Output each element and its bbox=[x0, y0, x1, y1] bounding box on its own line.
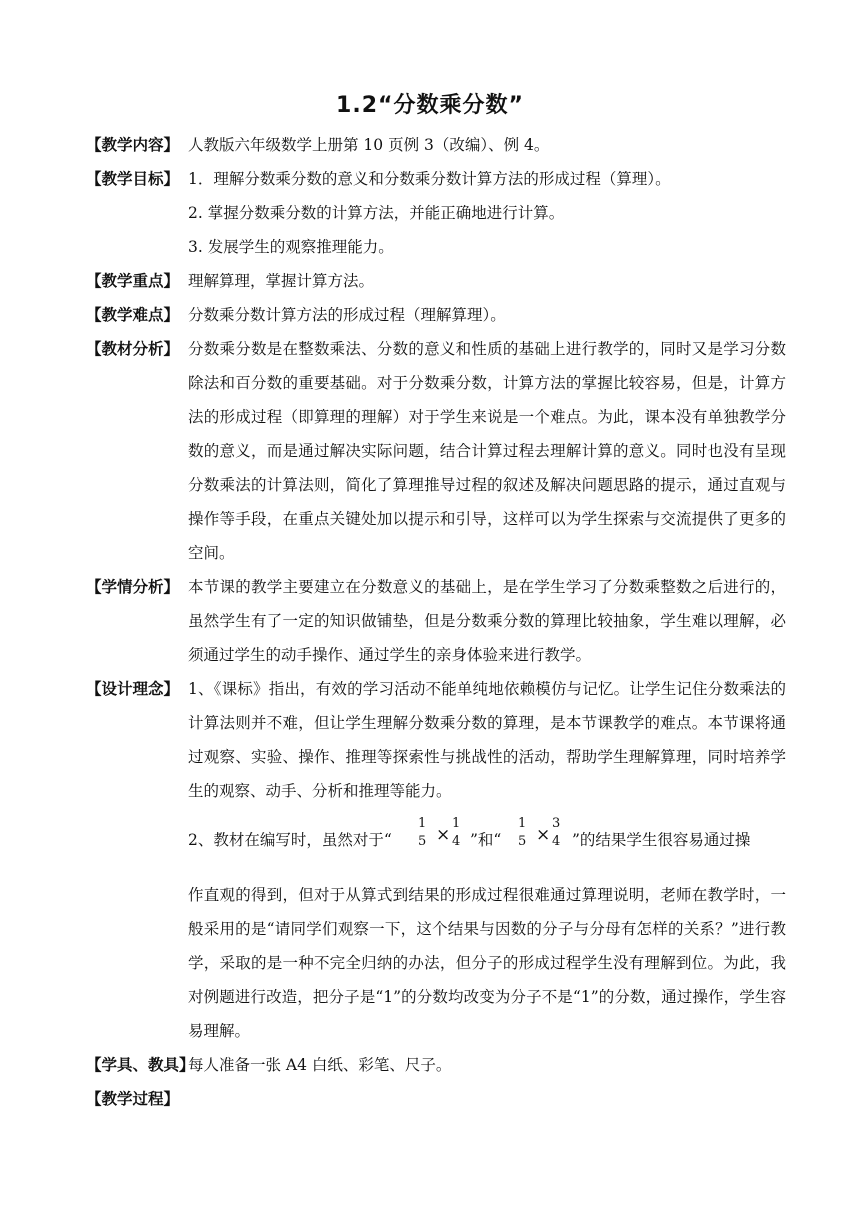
formula-text: ”和“ bbox=[470, 831, 502, 849]
section-label: 【教学重点】 bbox=[86, 272, 180, 290]
section-label: 【教学内容】 bbox=[86, 136, 180, 154]
section-students bbox=[86, 570, 786, 672]
section-label: 【学具、教具】 bbox=[86, 1056, 195, 1074]
fraction: 1 5 bbox=[518, 816, 527, 849]
times-sign: × bbox=[536, 825, 551, 845]
section-label: 【学情分析】 bbox=[86, 578, 180, 596]
section-label: 【教材分析】 bbox=[86, 340, 180, 358]
section-label: 【教学过程】 bbox=[86, 1090, 180, 1108]
section-key bbox=[86, 264, 786, 298]
section-text: 理解算理，掌握计算方法。 bbox=[188, 272, 375, 290]
section-difficulty bbox=[86, 298, 786, 332]
section-label: 【教学难点】 bbox=[86, 306, 180, 324]
section-text: 1、《课标》指出，有效的学习活动不能单纯地依赖模仿与记忆。让学生记住分数乘法的计算法则并不难，但让学生理解分数乘分数的算理，是本节课教学的难点。本节课将通过观察、实验、操作、推理等探索性与挑战性的活动，帮助学生理解算理，同时培养学生的观察、动手、分析和推理等能力。 bbox=[188, 680, 786, 800]
section-text: 分数乘分数计算方法的形成过程（理解算理）。 bbox=[188, 306, 506, 324]
section-text: 本节课的教学主要建立在分数意义的基础上，是在学生学习了分数乘整数之后进行的，虽然学生有了一定的知识做铺垫，但是分数乘分数的算理比较抽象，学生难以理解，必须通过学生的动手操作、通过学生的亲身体验来进行教学。 bbox=[188, 578, 786, 664]
formula-text: 2、教材在编写时，虽然对于“ bbox=[188, 831, 392, 849]
times-sign: × bbox=[436, 825, 451, 845]
section-text: 每人准备一张 A4 白纸、彩笔、尺子。 bbox=[188, 1056, 452, 1074]
fraction: 1 5 bbox=[418, 816, 427, 849]
section-goals bbox=[86, 162, 786, 196]
section-text: 人教版六年级数学上册第 10 页例 3（改编）、例 4。 bbox=[188, 136, 550, 154]
design-para2-rest bbox=[86, 878, 786, 1048]
goal-item: 1．理解分数乘分数的意义和分数乘分数计算方法的形成过程（算理）。 bbox=[188, 170, 671, 188]
goal-item: 3. 发展学生的观察推理能力。 bbox=[188, 238, 394, 256]
page-title: 1.2“分数乘分数” bbox=[336, 93, 524, 118]
fraction: 1 4 bbox=[452, 816, 461, 849]
goal-item: 2. 掌握分数乘分数的计算方法，并能正确地进行计算。 bbox=[188, 204, 565, 222]
fraction: 3 4 bbox=[552, 816, 561, 849]
section-tools bbox=[86, 1048, 786, 1082]
section-label: 【教学目标】 bbox=[86, 170, 180, 188]
section-content bbox=[86, 128, 786, 162]
section-material bbox=[86, 332, 786, 570]
formula-line bbox=[188, 812, 788, 862]
section-text: 作直观的得到，但对于从算式到结果的形成过程很难通过算理说明，老师在教学时，一般采用的是“请同学们观察一下，这个结果与因数的分子与分母有怎样的关系？”进行教学，采取的是一种不完全归纳的办法，但分子的形成过程学生没有理解到位。为此，我对例题进行改造，把分子是“1”的分数均改变为分子不是“1”的分数，通过操作，学生容易理解。 bbox=[188, 886, 786, 1040]
section-design bbox=[86, 672, 786, 808]
section-text: 分数乘分数是在整数乘法、分数的意义和性质的基础上进行教学的，同时又是学习分数除法和百分数的重要基础。对于分数乘分数，计算方法的掌握比较容易，但是，计算方法的形成过程（即算理的理解）对于学生来说是一个难点。为此，课本没有单独教学分数的意义，而是通过解决实际问题，结合计算过程去理解计算的意义。同时也没有呈现分数乘法的计算法则，简化了算理推导过程的叙述及解决问题思路的提示，通过直观与操作等手段，在重点关键处加以提示和引导，这样可以为学生探索与交流提供了更多的空间。 bbox=[188, 340, 786, 562]
formula-text: ”的结果学生很容易通过操 bbox=[572, 831, 751, 849]
section-label: 【设计理念】 bbox=[86, 680, 180, 698]
